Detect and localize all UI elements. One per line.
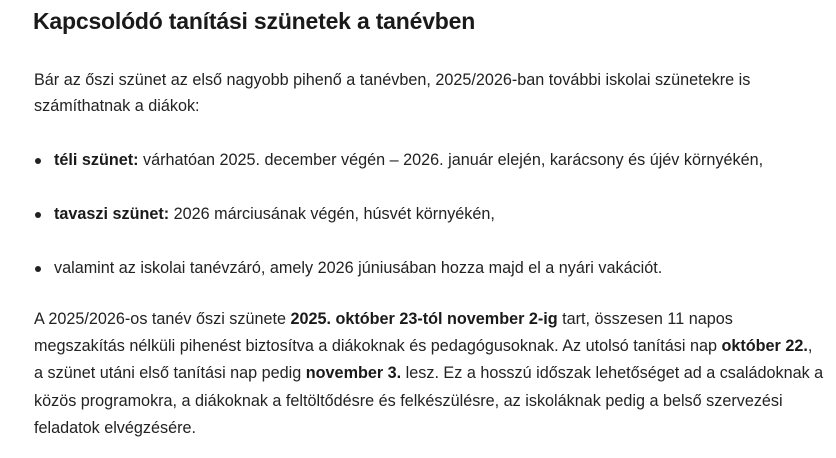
first-school-day-after-break: november 3.	[305, 364, 402, 383]
list-item-winter-break	[34, 148, 763, 172]
list-item-text: várhatóan 2025. december végén – 2026. január elején, karácsony és újév környékén,	[138, 151, 764, 169]
bullet-icon	[35, 266, 41, 272]
paragraph-text: lesz. Ez a hosszú időszak lehetőséget ad a családoknak a közös programokra, a diákoknak a feltöltődésre és felkészülésre, az iskoláknak pedig a belső szervezési feladatok elvégzésére.	[34, 364, 824, 437]
list-item-label: téli szünet:	[54, 151, 139, 169]
list-item-school-year-end	[34, 256, 662, 280]
intro-paragraph: Bár az őszi szünet az első nagyobb pihenő a tanévben, 2025/2026-ban további iskolai szünetekre is számíthatnak a diákok:	[34, 71, 751, 115]
list-item-text: valamint az iskolai tanévzáró, amely 2026 júniusában hozza majd el a nyári vakációt.	[54, 259, 663, 277]
list-item-text: 2026 márciusának végén, húsvét környékén,	[169, 205, 495, 223]
autumn-break-dates: 2025. október 23-tól november 2-ig	[290, 310, 558, 328]
bullet-icon	[35, 158, 41, 164]
paragraph-text: , a szünet utáni első tanítási nap pedig	[34, 337, 813, 383]
autumn-break-paragraph	[34, 306, 824, 442]
last-school-day: október 22.	[721, 337, 808, 356]
list-item-label: tavaszi szünet:	[54, 205, 170, 223]
list-item-spring-break	[34, 202, 495, 226]
bullet-icon	[35, 212, 41, 218]
section-heading: Kapcsolódó tanítási szünetek a tanévben	[33, 8, 476, 34]
paragraph-text: tart, összesen 11 napos megszakítás nélküli pihenést biztosítva a diákoknak és pedagógusoknak. Az utolsó tanítási nap	[34, 310, 733, 356]
paragraph-text: A 2025/2026-os tanév őszi szünete	[34, 310, 291, 328]
